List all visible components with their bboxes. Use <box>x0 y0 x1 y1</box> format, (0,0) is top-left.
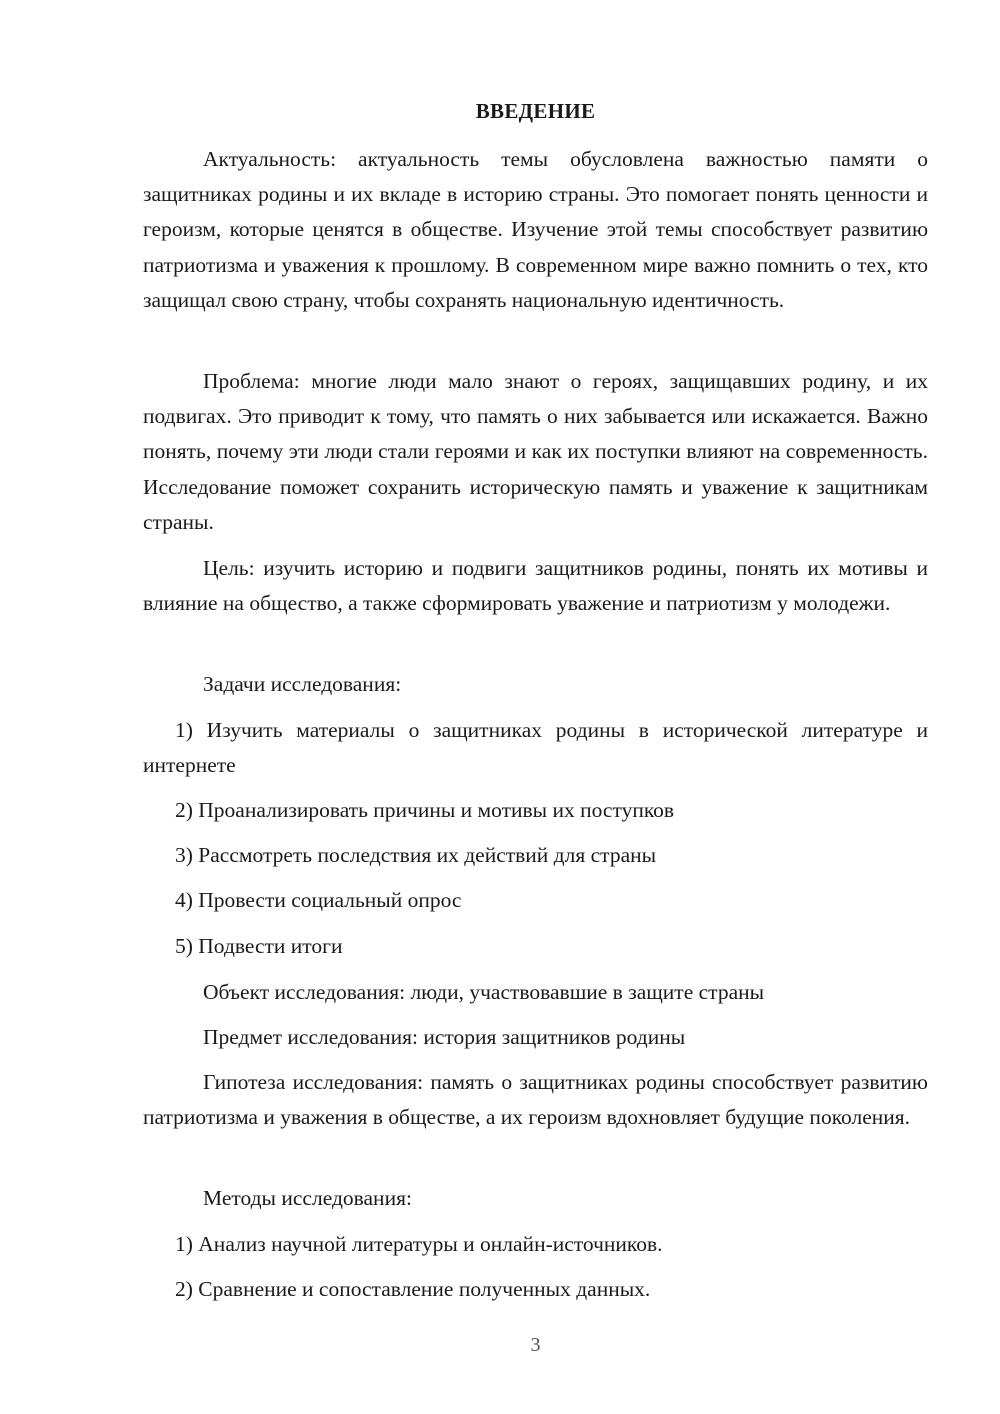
task-item: 4) Провести социальный опрос <box>175 888 462 912</box>
document-page <box>143 0 928 1414</box>
task-item: 3) Рассмотреть последствия их действий для страны <box>175 843 657 867</box>
task-item: 2) Проанализировать причины и мотивы их поступков <box>175 798 675 822</box>
subject-line: Предмет исследования: история защитников родины <box>203 1025 686 1049</box>
goal-paragraph: Цель: изучить историю и подвиги защитников родины, понять их мотивы и влияние на общество, а также сформировать уважение и патриотизм у молодежи. <box>143 556 928 616</box>
page-title: ВВЕДЕНИЕ <box>475 99 596 123</box>
hypothesis-paragraph: Гипотеза исследования: память о защитниках родины способствует развитию патриотизма и уважения в обществе, а их героизм вдохновляет будущие поколения. <box>143 1070 928 1130</box>
tasks-heading: Задачи исследования: <box>203 672 402 696</box>
task-item: 1) Изучить материалы о защитниках родины в исторической литературе и интернете <box>143 718 928 778</box>
relevance-paragraph: Актуальность: актуальность темы обусловлена важностью памяти о защитниках родины и их вкладе в историю страны. Это помогает понять ценности и героизм, которые ценятся в обществе. Изучение этой темы способствует развитию патриотизма и уважения к прошлому. В современном мире важно помнить о тех, кто защищал свою страну, чтобы сохранять национальную идентичность. <box>143 147 928 312</box>
page-number: 3 <box>530 1334 541 1356</box>
method-item: 1) Анализ научной литературы и онлайн-источников. <box>175 1232 663 1256</box>
object-line: Объект исследования: люди, участвовавшие в защите страны <box>203 980 765 1004</box>
method-item: 2) Сравнение и сопоставление полученных данных. <box>175 1277 651 1301</box>
task-item: 5) Подвести итоги <box>175 934 343 958</box>
problem-paragraph: Проблема: многие люди мало знают о героях, защищавших родину, и их подвигах. Это приводит к тому, что память о них забывается или искажается. Важно понять, почему эти люди стали героями и как их поступки влияют на современность. Исследование поможет сохранить историческую память и уважение к защитникам страны. <box>143 369 928 534</box>
methods-heading: Методы исследования: <box>203 1186 412 1210</box>
